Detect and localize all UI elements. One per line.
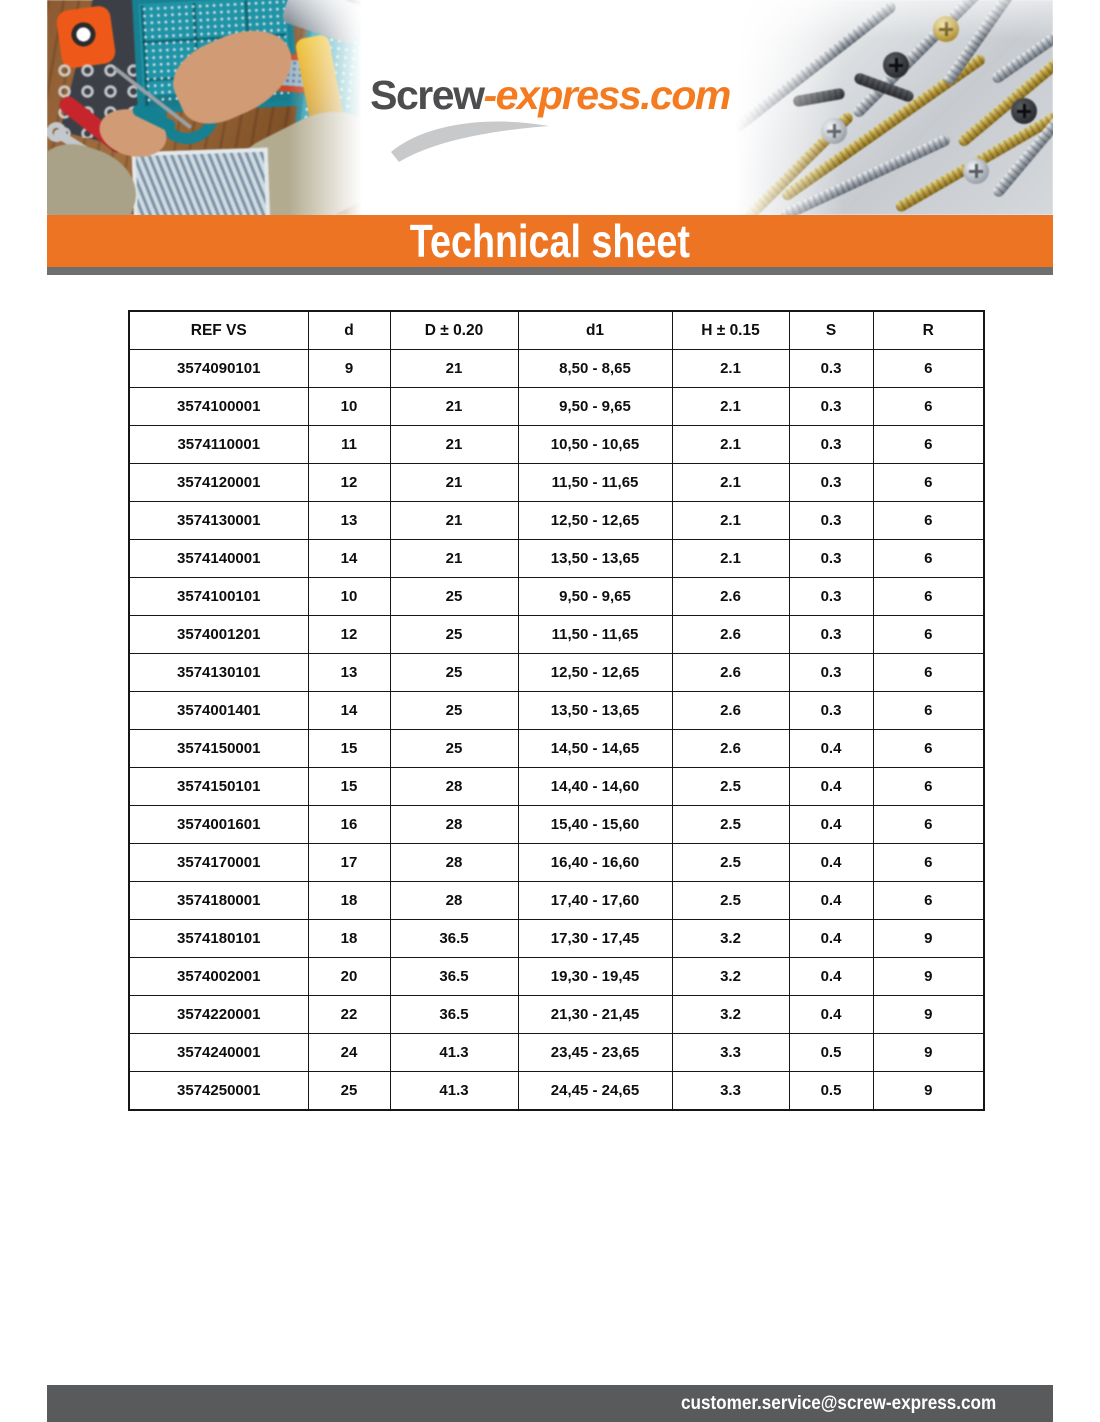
table-cell: 12,50 - 12,65 bbox=[518, 654, 672, 692]
table-cell: 3.2 bbox=[672, 996, 789, 1034]
table-cell: 14 bbox=[308, 692, 390, 730]
table-cell: 6 bbox=[873, 654, 984, 692]
table-cell: 6 bbox=[873, 768, 984, 806]
table-cell: 18 bbox=[308, 882, 390, 920]
table-cell: 0.4 bbox=[789, 844, 873, 882]
table-cell: 2.1 bbox=[672, 426, 789, 464]
table-cell: 3574180001 bbox=[129, 882, 308, 920]
table-cell: 10 bbox=[308, 388, 390, 426]
table-cell: 9 bbox=[873, 920, 984, 958]
table-cell: 2.5 bbox=[672, 844, 789, 882]
table-cell: 13 bbox=[308, 502, 390, 540]
logo-swoosh bbox=[387, 116, 557, 164]
table-cell: 3.2 bbox=[672, 958, 789, 996]
table-cell: 25 bbox=[390, 654, 518, 692]
table-row bbox=[129, 426, 984, 464]
table-cell: 0.3 bbox=[789, 388, 873, 426]
table-cell: 9 bbox=[308, 350, 390, 388]
table-cell: 21 bbox=[390, 426, 518, 464]
table-row bbox=[129, 882, 984, 920]
table-cell: 15 bbox=[308, 730, 390, 768]
table-row bbox=[129, 920, 984, 958]
table-row bbox=[129, 844, 984, 882]
table-cell: 3574001401 bbox=[129, 692, 308, 730]
table-cell: 21 bbox=[390, 540, 518, 578]
table-cell: 25 bbox=[390, 730, 518, 768]
table-cell: 12 bbox=[308, 616, 390, 654]
table-cell: 2.5 bbox=[672, 768, 789, 806]
table-cell: 2.6 bbox=[672, 578, 789, 616]
table-cell: 15 bbox=[308, 768, 390, 806]
table-cell: 0.4 bbox=[789, 920, 873, 958]
spec-table-body bbox=[129, 350, 984, 1111]
logo-part-express: -express.com bbox=[483, 72, 730, 118]
table-cell: 3574220001 bbox=[129, 996, 308, 1034]
table-cell: 21 bbox=[390, 464, 518, 502]
table-cell: 3574170001 bbox=[129, 844, 308, 882]
table-cell: 3574100101 bbox=[129, 578, 308, 616]
table-row bbox=[129, 730, 984, 768]
table-cell: 24,45 - 24,65 bbox=[518, 1072, 672, 1111]
table-cell: 28 bbox=[390, 768, 518, 806]
table-cell: 2.1 bbox=[672, 464, 789, 502]
table-cell: 6 bbox=[873, 882, 984, 920]
table-cell: 17 bbox=[308, 844, 390, 882]
table-cell: 6 bbox=[873, 464, 984, 502]
table-cell: 6 bbox=[873, 578, 984, 616]
table-cell: 9 bbox=[873, 958, 984, 996]
workbench-photo bbox=[47, 0, 365, 215]
table-cell: 13,50 - 13,65 bbox=[518, 692, 672, 730]
table-cell: 0.4 bbox=[789, 730, 873, 768]
table-header-cell: R bbox=[873, 311, 984, 350]
table-row bbox=[129, 578, 984, 616]
table-row bbox=[129, 958, 984, 996]
table-cell: 14,50 - 14,65 bbox=[518, 730, 672, 768]
table-cell: 3.3 bbox=[672, 1034, 789, 1072]
table-cell: 3574120001 bbox=[129, 464, 308, 502]
table-cell: 0.3 bbox=[789, 616, 873, 654]
table-cell: 36.5 bbox=[390, 920, 518, 958]
table-cell: 6 bbox=[873, 844, 984, 882]
table-header-cell: d bbox=[308, 311, 390, 350]
table-cell: 15,40 - 15,60 bbox=[518, 806, 672, 844]
table-cell: 0.3 bbox=[789, 578, 873, 616]
table-cell: 3574240001 bbox=[129, 1034, 308, 1072]
logo-part-screw: Screw bbox=[370, 72, 484, 118]
table-cell: 6 bbox=[873, 806, 984, 844]
table-cell: 41.3 bbox=[390, 1034, 518, 1072]
table-cell: 9,50 - 9,65 bbox=[518, 388, 672, 426]
table-cell: 2.1 bbox=[672, 350, 789, 388]
table-cell: 3574002001 bbox=[129, 958, 308, 996]
table-cell: 0.4 bbox=[789, 958, 873, 996]
table-cell: 2.5 bbox=[672, 806, 789, 844]
table-row bbox=[129, 502, 984, 540]
table-cell: 9 bbox=[873, 1034, 984, 1072]
table-cell: 2.6 bbox=[672, 730, 789, 768]
table-row bbox=[129, 806, 984, 844]
table-cell: 3574140001 bbox=[129, 540, 308, 578]
table-row bbox=[129, 616, 984, 654]
table-cell: 36.5 bbox=[390, 996, 518, 1034]
table-cell: 6 bbox=[873, 502, 984, 540]
table-header-cell: d1 bbox=[518, 311, 672, 350]
table-cell: 16 bbox=[308, 806, 390, 844]
table-row bbox=[129, 388, 984, 426]
table-cell: 0.4 bbox=[789, 768, 873, 806]
table-row bbox=[129, 464, 984, 502]
table-cell: 12,50 - 12,65 bbox=[518, 502, 672, 540]
table-cell: 2.1 bbox=[672, 540, 789, 578]
table-cell: 6 bbox=[873, 388, 984, 426]
table-cell: 3574150001 bbox=[129, 730, 308, 768]
table-header-cell: D ± 0.20 bbox=[390, 311, 518, 350]
table-header-cell: H ± 0.15 bbox=[672, 311, 789, 350]
table-cell: 17,30 - 17,45 bbox=[518, 920, 672, 958]
table-row bbox=[129, 350, 984, 388]
table-cell: 6 bbox=[873, 426, 984, 464]
table-row bbox=[129, 1072, 984, 1111]
table-cell: 2.6 bbox=[672, 616, 789, 654]
table-cell: 0.3 bbox=[789, 502, 873, 540]
table-row bbox=[129, 654, 984, 692]
table-cell: 0.5 bbox=[789, 1034, 873, 1072]
table-cell: 10 bbox=[308, 578, 390, 616]
table-cell: 8,50 - 8,65 bbox=[518, 350, 672, 388]
table-cell: 3574090101 bbox=[129, 350, 308, 388]
table-cell: 25 bbox=[308, 1072, 390, 1111]
table-cell: 17,40 - 17,60 bbox=[518, 882, 672, 920]
table-cell: 14,40 - 14,60 bbox=[518, 768, 672, 806]
table-cell: 3574180101 bbox=[129, 920, 308, 958]
table-cell: 0.3 bbox=[789, 426, 873, 464]
table-row bbox=[129, 540, 984, 578]
table-cell: 11,50 - 11,65 bbox=[518, 616, 672, 654]
table-cell: 0.5 bbox=[789, 1072, 873, 1111]
table-cell: 6 bbox=[873, 350, 984, 388]
table-cell: 0.3 bbox=[789, 540, 873, 578]
table-cell: 3574130001 bbox=[129, 502, 308, 540]
banner bbox=[47, 215, 1053, 267]
table-cell: 3574130101 bbox=[129, 654, 308, 692]
table-cell: 25 bbox=[390, 578, 518, 616]
table-cell: 6 bbox=[873, 616, 984, 654]
table-cell: 22 bbox=[308, 996, 390, 1034]
table-cell: 28 bbox=[390, 806, 518, 844]
table-header-cell: S bbox=[789, 311, 873, 350]
table-cell: 9 bbox=[873, 996, 984, 1034]
table-cell: 10,50 - 10,65 bbox=[518, 426, 672, 464]
banner-shadow-strip bbox=[47, 267, 1053, 275]
table-cell: 2.6 bbox=[672, 654, 789, 692]
table-cell: 11 bbox=[308, 426, 390, 464]
table-cell: 0.4 bbox=[789, 806, 873, 844]
table-cell: 18 bbox=[308, 920, 390, 958]
table-cell: 21 bbox=[390, 350, 518, 388]
table-cell: 0.3 bbox=[789, 464, 873, 502]
table-row bbox=[129, 692, 984, 730]
table-cell: 28 bbox=[390, 882, 518, 920]
table-cell: 25 bbox=[390, 692, 518, 730]
table-cell: 9 bbox=[873, 1072, 984, 1111]
table-cell: 16,40 - 16,60 bbox=[518, 844, 672, 882]
footer-bar bbox=[47, 1385, 1053, 1422]
table-cell: 3574110001 bbox=[129, 426, 308, 464]
table-cell: 3574250001 bbox=[129, 1072, 308, 1111]
table-row bbox=[129, 768, 984, 806]
table-cell: 36.5 bbox=[390, 958, 518, 996]
table-cell: 0.3 bbox=[789, 692, 873, 730]
table-cell: 20 bbox=[308, 958, 390, 996]
table-cell: 25 bbox=[390, 616, 518, 654]
screws-photo bbox=[735, 0, 1053, 215]
table-cell: 41.3 bbox=[390, 1072, 518, 1111]
table-cell: 14 bbox=[308, 540, 390, 578]
table-cell: 13,50 - 13,65 bbox=[518, 540, 672, 578]
workbench-photo-art bbox=[47, 0, 365, 215]
table-cell: 0.3 bbox=[789, 654, 873, 692]
table-cell: 2.5 bbox=[672, 882, 789, 920]
table-cell: 2.6 bbox=[672, 692, 789, 730]
table-cell: 9,50 - 9,65 bbox=[518, 578, 672, 616]
table-cell: 0.4 bbox=[789, 996, 873, 1034]
table-cell: 11,50 - 11,65 bbox=[518, 464, 672, 502]
table-cell: 13 bbox=[308, 654, 390, 692]
table-cell: 6 bbox=[873, 730, 984, 768]
table-cell: 0.3 bbox=[789, 350, 873, 388]
customer-service-email: customer.service@screw-express.com bbox=[680, 1392, 996, 1414]
table-cell: 6 bbox=[873, 540, 984, 578]
table-cell: 2.1 bbox=[672, 502, 789, 540]
screws-photo-art bbox=[735, 0, 1053, 215]
table-cell: 12 bbox=[308, 464, 390, 502]
logo bbox=[365, 0, 735, 215]
table-cell: 3574001201 bbox=[129, 616, 308, 654]
table-header-cell: REF VS bbox=[129, 311, 308, 350]
table-cell: 19,30 - 19,45 bbox=[518, 958, 672, 996]
table-cell: 21 bbox=[390, 388, 518, 426]
table-cell: 3574150101 bbox=[129, 768, 308, 806]
table-row bbox=[129, 996, 984, 1034]
table-cell: 21 bbox=[390, 502, 518, 540]
table-row bbox=[129, 1034, 984, 1072]
spec-table bbox=[128, 310, 985, 1111]
table-cell: 3.3 bbox=[672, 1072, 789, 1111]
table-cell: 24 bbox=[308, 1034, 390, 1072]
table-cell: 21,30 - 21,45 bbox=[518, 996, 672, 1034]
table-cell: 28 bbox=[390, 844, 518, 882]
logo-text bbox=[365, 72, 735, 119]
table-cell: 6 bbox=[873, 692, 984, 730]
table-cell: 0.4 bbox=[789, 882, 873, 920]
table-cell: 3.2 bbox=[672, 920, 789, 958]
table-cell: 23,45 - 23,65 bbox=[518, 1034, 672, 1072]
table-cell: 3574001601 bbox=[129, 806, 308, 844]
table-cell: 3574100001 bbox=[129, 388, 308, 426]
table-cell: 2.1 bbox=[672, 388, 789, 426]
page-title: Technical sheet bbox=[409, 215, 691, 267]
table-header-row bbox=[129, 311, 984, 350]
